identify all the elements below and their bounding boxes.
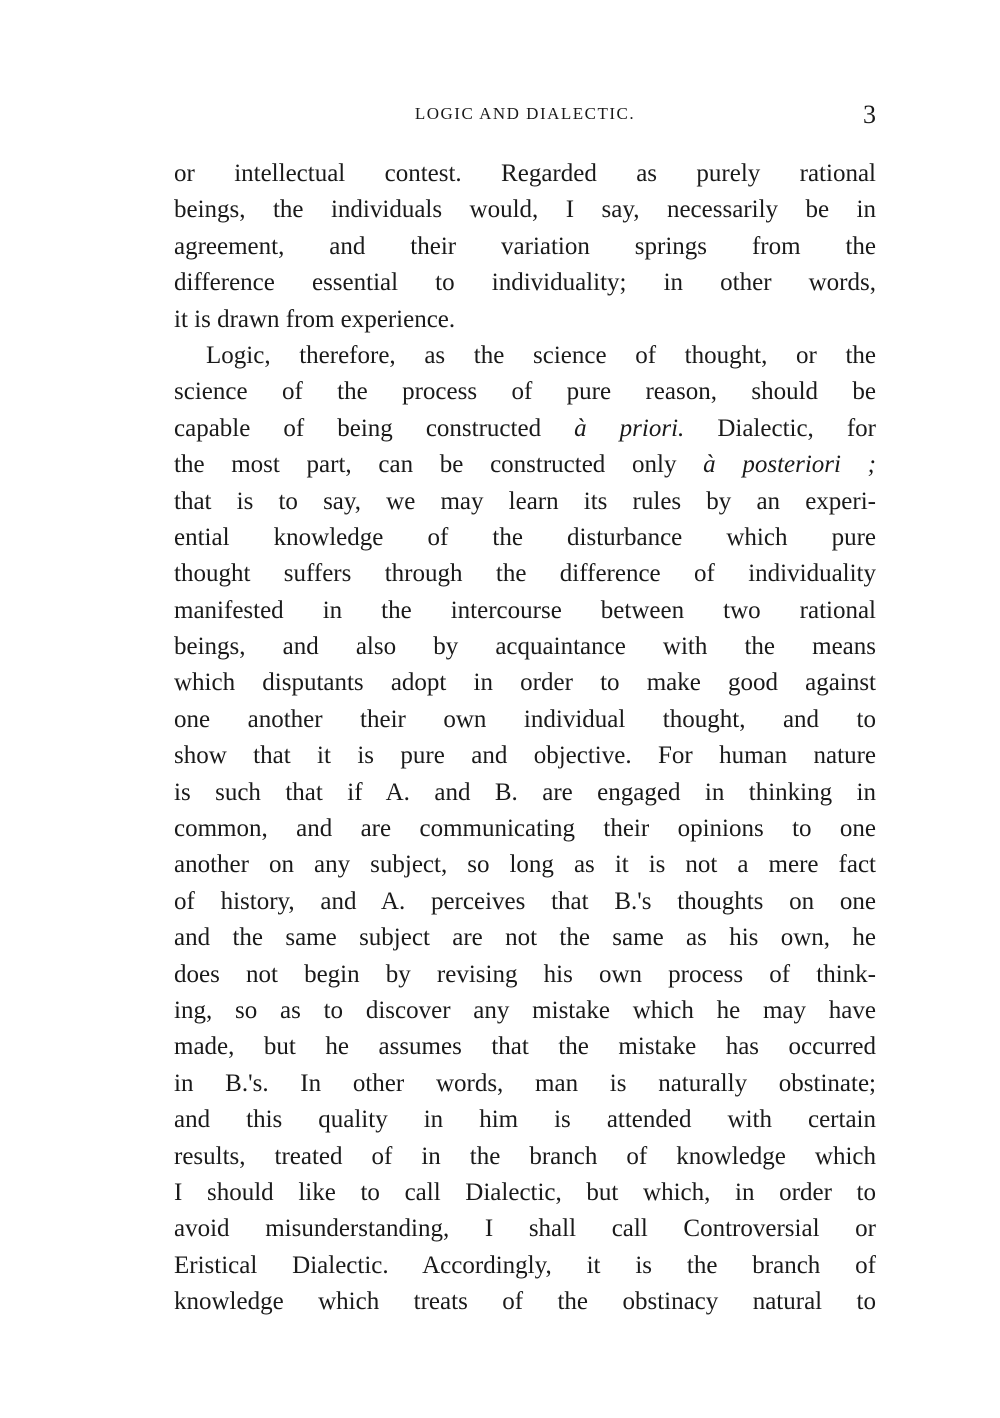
- text-segment: capable of being constructed: [174, 414, 575, 442]
- text-line: and the same subject are not the same as his own, he: [174, 924, 876, 952]
- text-line: ential knowledge of the disturbance which pure: [174, 523, 876, 551]
- text-line: science of the process of pure reason, should be: [174, 378, 876, 406]
- text-line: ing, so as to discover any mistake which he may have: [174, 996, 876, 1024]
- text-line: [174, 447, 876, 483]
- page-number: 3: [863, 100, 876, 129]
- text-line: beings, and also by acquaintance with the means: [174, 633, 876, 661]
- text-line: show that it is pure and objective. For human nature: [174, 742, 876, 770]
- text-line: it is drawn from experience.: [174, 305, 456, 333]
- body-text: [174, 156, 876, 1321]
- text-line: does not begin by revising his own process of think-: [174, 960, 876, 988]
- text-line: or intellectual contest. Regarded as purely rational: [174, 160, 876, 187]
- text-line: in B.'s. In other words, man is naturally obstinate;: [174, 1069, 876, 1097]
- text-line: I should like to call Dialectic, but which, in order to: [174, 1178, 876, 1206]
- text-line: avoid misunderstanding, I shall call Controversial or: [174, 1215, 876, 1243]
- text-line: common, and are communicating their opinions to one: [174, 815, 876, 843]
- text-line: of history, and A. perceives that B.'s thoughts on one: [174, 887, 876, 915]
- text-line: made, but he assumes that the mistake has occurred: [174, 1033, 876, 1061]
- running-title: LOGIC AND DIALECTIC.: [414, 104, 636, 123]
- text-segment: the most part, can be constructed only: [174, 451, 704, 479]
- text-line: Logic, therefore, as the science of thought, or the: [206, 341, 876, 369]
- text-line: beings, the individuals would, I say, necessarily be in: [174, 196, 876, 224]
- text-line: results, treated of in the branch of knowledge which: [174, 1142, 876, 1170]
- text-line: [174, 411, 876, 447]
- text-line: which disputants adopt in order to make good against: [174, 669, 876, 697]
- italic-phrase: à priori.: [574, 414, 685, 442]
- text-line: difference essential to individuality; in other words,: [174, 269, 876, 297]
- text-line: agreement, and their variation springs from the: [174, 232, 876, 260]
- text-line: manifested in the intercourse between two rational: [174, 596, 876, 624]
- text-line: knowledge which treats of the obstinacy natural to: [174, 1288, 876, 1316]
- text-line: is such that if A. and B. are engaged in thinking in: [174, 778, 876, 806]
- text-line: and this quality in him is attended with certain: [174, 1106, 876, 1134]
- text-line: Eristical Dialectic. Accordingly, it is the branch of: [174, 1251, 876, 1279]
- text-segment: Dialectic, for: [684, 414, 876, 442]
- italic-phrase: à posteriori ;: [703, 451, 877, 479]
- text-line: another on any subject, so long as it is not a mere fact: [174, 851, 876, 879]
- text-line: one another their own individual thought, and to: [174, 705, 876, 733]
- text-line: thought suffers through the difference of individuality: [174, 560, 876, 588]
- running-head: [174, 100, 876, 130]
- text-line: that is to say, we may learn its rules by an experi-: [174, 487, 876, 515]
